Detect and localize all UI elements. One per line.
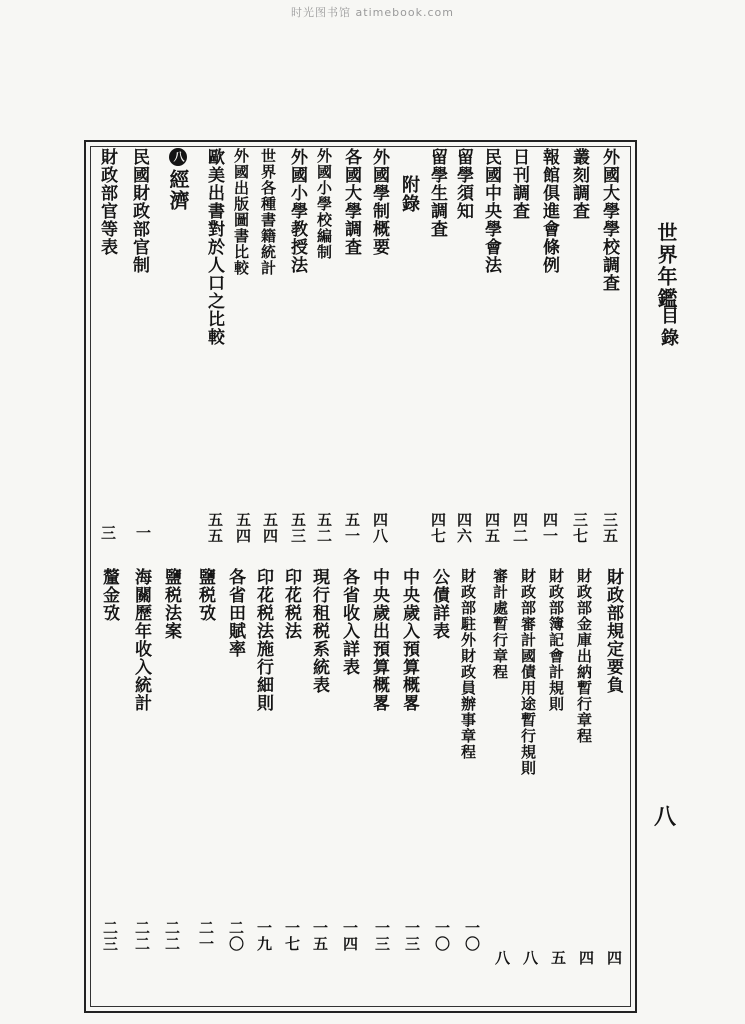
toc-entry-title: 各省田賦率 xyxy=(225,568,245,658)
toc-entry-page: 一〇 xyxy=(433,920,451,952)
toc-entry-page: 一〇 xyxy=(463,920,481,952)
toc-entry-title: 外國小學教授法 xyxy=(287,148,307,274)
toc-entry-title: 中央歲出預算概畧 xyxy=(369,568,389,712)
toc-entry-title: 報館俱進會條例 xyxy=(539,148,559,274)
toc-entry-page: 五四 xyxy=(261,512,279,544)
toc-entry-title: 財政部審計國債用途暫行規則 xyxy=(519,568,537,776)
toc-entry-page: 五四 xyxy=(234,512,252,544)
toc-entry-title: 鹽税攷 xyxy=(195,568,215,622)
toc-entry-title: 外國小學校編制 xyxy=(315,148,333,260)
toc-entry-title: 鹽税法案 xyxy=(161,568,181,640)
toc-entry-page: 四 xyxy=(577,950,595,966)
toc-entry-title: 現行租税系統表 xyxy=(309,568,329,694)
toc-entry-page: 五五 xyxy=(206,512,224,544)
toc-entry-title: 印花税法施行細則 xyxy=(253,568,273,712)
toc-entry-page: 一三 xyxy=(373,920,391,952)
section-heading xyxy=(164,148,193,211)
toc-entry-title: 海關歷年收入統計 xyxy=(131,568,151,712)
toc-entry-title: 審計處暫行章程 xyxy=(491,568,509,680)
toc-entry-page: 二二 xyxy=(133,920,151,952)
toc-entry-page: 四五 xyxy=(483,512,501,544)
toc-entry-page: 一五 xyxy=(311,920,329,952)
toc-entry-page: 三五 xyxy=(601,512,619,544)
toc-entry-page: 二一 xyxy=(197,920,215,952)
toc-entry-title: 世界各種書籍統計 xyxy=(259,148,277,276)
section-marker-icon: 八 xyxy=(169,148,187,166)
section-heading-label: 經濟 xyxy=(166,169,190,211)
toc-entry-title: 財政部規定要負 xyxy=(603,568,623,694)
toc-entry-title: 印花税法 xyxy=(281,568,301,640)
toc-entry-page: 一 xyxy=(134,525,152,541)
toc-entry-title: 各國大學調査 xyxy=(341,148,361,256)
toc-entry-page: 四二 xyxy=(511,512,529,544)
toc-entry-page: 一七 xyxy=(283,920,301,952)
toc-entry-title: 釐金攷 xyxy=(99,568,119,622)
toc-entry-page: 五一 xyxy=(343,512,361,544)
toc-entry-page: 一四 xyxy=(341,920,359,952)
appendix-heading: 附錄 xyxy=(399,175,420,213)
watermark: 时光图书馆 atimebook.com xyxy=(291,6,454,19)
toc-entry-page: 八 xyxy=(493,950,511,966)
toc-entry-title: 外國出版圖書比較 xyxy=(232,148,250,276)
toc-entry-page: 八 xyxy=(521,950,539,966)
toc-entry-title: 民國財政部官制 xyxy=(129,148,149,274)
running-head-title: 世界年鑑 xyxy=(654,222,678,310)
toc-entry-title: 外國大學學校調査 xyxy=(599,148,619,292)
toc-entry-title: 財政部官等表 xyxy=(97,148,117,256)
toc-entry-title: 民國中央學會法 xyxy=(481,148,501,274)
toc-entry-title: 留學生調査 xyxy=(427,148,447,238)
toc-entry-page: 二三 xyxy=(101,920,119,952)
toc-entry-page: 四六 xyxy=(455,512,473,544)
toc-entry-page: 三七 xyxy=(571,512,589,544)
toc-entry-title: 財政部簿記會計規則 xyxy=(547,568,565,712)
toc-entry-title: 歐美出書對於人口之比較 xyxy=(204,148,224,346)
toc-entry-title: 外國學制概要 xyxy=(369,148,389,256)
toc-entry-page: 一九 xyxy=(255,920,273,952)
page-number: 八 xyxy=(654,804,677,830)
toc-entry-page: 二二 xyxy=(163,920,181,952)
toc-entry-title: 叢刻調査 xyxy=(569,148,589,220)
toc-entry-page: 四 xyxy=(605,950,623,966)
toc-entry-page: 三 xyxy=(99,525,117,541)
toc-entry-page: 五二 xyxy=(315,512,333,544)
toc-entry-page: 一三 xyxy=(403,920,421,952)
running-head-section: 目錄 xyxy=(658,306,679,350)
toc-entry-title: 各省收入詳表 xyxy=(339,568,359,676)
toc-entry-title: 中央歲入預算概畧 xyxy=(399,568,419,712)
toc-entry-page: 四一 xyxy=(541,512,559,544)
toc-entry-page: 二〇 xyxy=(227,920,245,952)
toc-entry-title: 公債詳表 xyxy=(429,568,449,640)
toc-entry-title: 日刊調査 xyxy=(509,148,529,220)
toc-entry-title: 財政部金庫出納暫行章程 xyxy=(575,568,593,744)
toc-entry-page: 四八 xyxy=(371,512,389,544)
toc-entry-title: 財政部駐外財政員辦事章程 xyxy=(459,568,477,760)
toc-entry-page: 四七 xyxy=(429,512,447,544)
toc-entry-page: 五三 xyxy=(289,512,307,544)
toc-entry-page: 五 xyxy=(549,950,567,966)
toc-entry-title: 留學須知 xyxy=(453,148,473,220)
